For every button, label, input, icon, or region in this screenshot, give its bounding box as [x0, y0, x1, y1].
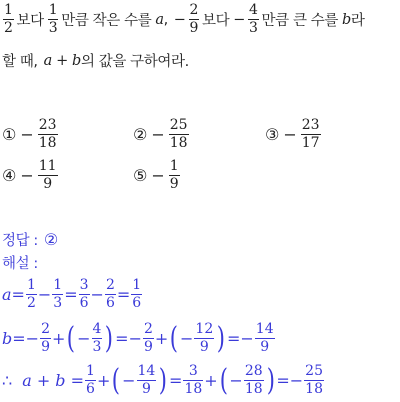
right-paren: ) [105, 320, 114, 356]
equals-minus: =− [12, 329, 40, 348]
option-sign: − [283, 125, 297, 144]
option-5[interactable] [133, 159, 181, 192]
equals-sign: = [169, 371, 183, 390]
answer-line [2, 229, 62, 250]
option-marker: ⑤ [133, 166, 148, 185]
minus-sign: − [37, 285, 52, 304]
variable-a: a [2, 285, 12, 304]
fraction: $\frac{1}{3}$ [48, 2, 58, 36]
solution-line-a [2, 278, 143, 311]
problem-line-1 [2, 3, 364, 36]
minus-sign: − [233, 11, 246, 28]
expression-a-plus-b: a + b [43, 52, 81, 69]
option-fraction: $\frac{11}{9}$ [38, 158, 57, 192]
equals-minus: =− [276, 371, 304, 390]
fraction: $\frac{28}{18}$ [244, 363, 263, 397]
option-marker: ④ [2, 166, 17, 185]
variable-b: b [341, 11, 351, 28]
variable-a: a [155, 11, 164, 28]
problem-text: 보다 [202, 13, 230, 29]
equals-sign: = [116, 285, 131, 304]
equals-minus: =− [226, 329, 254, 348]
solution-label: 해설 : [2, 256, 38, 272]
option-4[interactable] [2, 159, 59, 192]
option-3[interactable] [265, 118, 322, 151]
fraction: $\frac{2}{9}$ [143, 321, 153, 355]
fraction: $\frac{1}{3}$ [53, 277, 63, 311]
left-paren: ( [67, 320, 76, 356]
plus-sign: + [204, 371, 218, 390]
fraction: $\frac{1}{6}$ [132, 277, 142, 311]
plus-sign: + [96, 371, 111, 390]
minus-sign: − [229, 371, 243, 390]
right-paren: ) [217, 320, 226, 356]
left-paren: ( [112, 362, 121, 398]
variable-b: b [2, 329, 13, 348]
fraction: $\frac{25}{18}$ [305, 363, 323, 397]
minus-sign: − [90, 285, 104, 304]
left-paren: ( [170, 320, 179, 356]
fraction: $\frac{3}{18}$ [184, 363, 203, 397]
option-marker: ③ [265, 125, 280, 144]
option-fraction: $\frac{23}{17}$ [301, 117, 320, 151]
fraction: $\frac{2}{9}$ [41, 321, 50, 355]
option-fraction: $\frac{25}{18}$ [169, 117, 188, 151]
answer-value: ② [43, 230, 58, 249]
option-sign: − [20, 125, 34, 144]
fraction: $\frac{12}{9}$ [195, 321, 214, 355]
fraction: $\frac{1}{2}$ [4, 2, 13, 36]
fraction: $\frac{1}{6}$ [86, 363, 95, 397]
problem-text: 라 [350, 13, 365, 29]
equals-sign: = [11, 285, 25, 304]
problem-text: 보다 [16, 13, 44, 29]
problem-line-2 [2, 50, 189, 71]
problem-text: 만큼 작은 수를 [61, 13, 152, 29]
equals-sign: = [64, 285, 78, 304]
minus-sign: − [173, 11, 186, 28]
option-sign: − [20, 166, 34, 185]
fraction: $\frac{3}{6}$ [79, 277, 89, 311]
therefore-symbol: ∴ [2, 371, 13, 390]
comma: , [163, 11, 168, 28]
fraction: $\frac{2}{9}$ [189, 2, 199, 36]
left-paren: ( [219, 362, 228, 398]
option-fraction: $\frac{23}{18}$ [38, 117, 57, 151]
option-2[interactable] [133, 118, 190, 151]
option-marker: ② [133, 125, 148, 144]
problem-text: 할 때, [2, 54, 38, 70]
minus-sign: − [122, 371, 136, 390]
fraction: $\frac{2}{6}$ [105, 277, 115, 311]
minus-sign: − [77, 329, 91, 348]
fraction: $\frac{1}{2}$ [26, 277, 36, 311]
answer-label: 정답 : [2, 233, 38, 249]
right-paren: ) [159, 362, 168, 398]
option-1[interactable] [2, 118, 59, 151]
fraction: $\frac{14}{9}$ [255, 321, 274, 355]
problem-text: 만큼 큰 수를 [261, 13, 338, 29]
right-paren: ) [266, 362, 275, 398]
option-fraction: $\frac{1}{9}$ [169, 158, 179, 192]
solution-line-b [2, 322, 276, 355]
fraction: $\frac{4}{3}$ [249, 2, 258, 36]
minus-sign: − [180, 329, 194, 348]
problem-text: 의 값을 구하여라. [80, 54, 189, 70]
solution-line-sum [2, 364, 325, 397]
fraction: $\frac{4}{3}$ [92, 321, 102, 355]
expression-a-plus-b: a + b = [22, 371, 85, 390]
option-marker: ① [2, 125, 17, 144]
fraction: $\frac{14}{9}$ [137, 363, 156, 397]
plus-sign: + [51, 329, 66, 348]
plus-sign: + [154, 329, 169, 348]
option-sign: − [151, 166, 165, 185]
equals-minus: =− [115, 329, 142, 348]
option-sign: − [151, 125, 165, 144]
